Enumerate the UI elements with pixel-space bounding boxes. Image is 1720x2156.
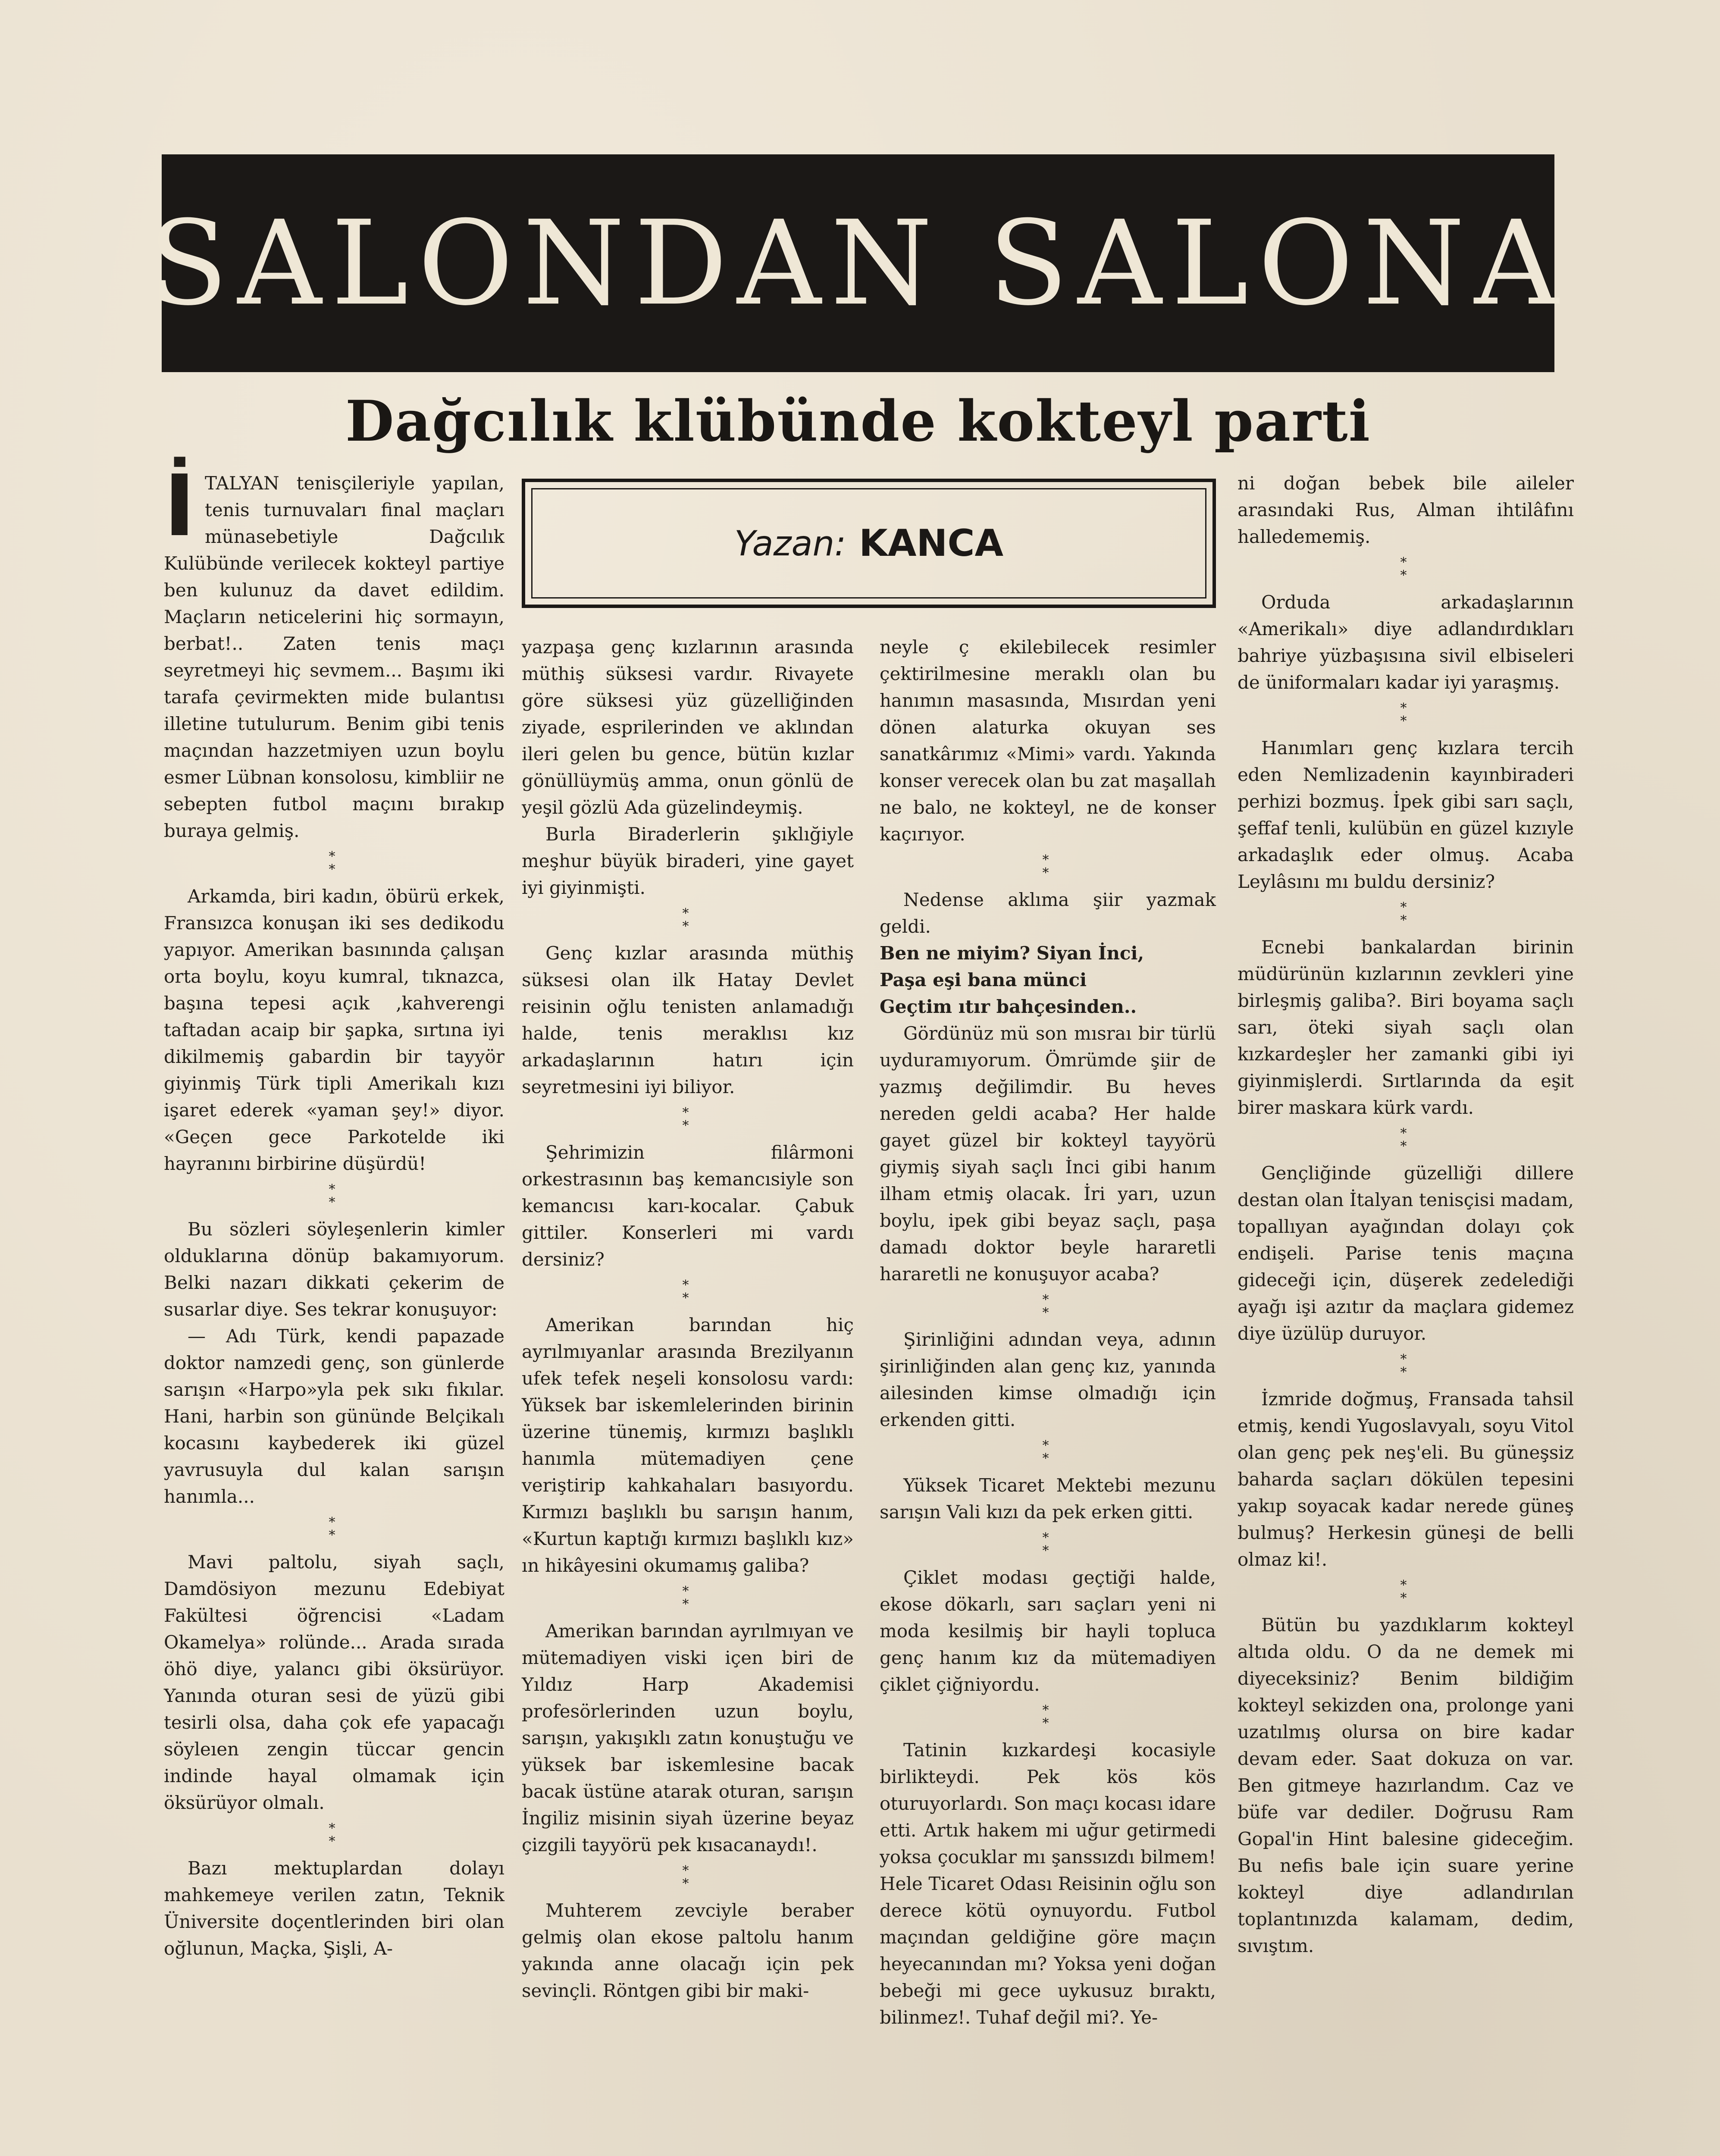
section-separator — [1238, 1347, 1574, 1386]
article-subtitle: Dağcılık klübünde kokteyl parti — [345, 388, 1371, 454]
paragraph: Bütün bu yazdıklarım kokteyl altıda oldu. O da ne demek mi diyeceksiniz? Benim bildiğim kokteyl sekizden ona, prolonge yani uzatılmış olursa on bire kadar devam eder. Saat dokuza on var. Ben gitmeye hazırlandım. Caz ve büfe var dediler. Doğrusu Ram Gopal'in Hint balesine gideceğim. Bu nefis bale için suare yerine kokteyl diye adlandırılan toplantınızda kalamam, dedim, sıvıştım. — [1238, 1614, 1574, 1956]
paragraph: yazpaşa genç kızlarının arasında müthiş süksesi vardır. Rivayete göre süksesi yüz güzelliğinden ziyade, esprilerinden ve aklından ileri gelen bu gence, bütün kızlar gönüllüymüş amma, onun gönlü de yeşil gözlü Ada güzelindeymiş. — [522, 636, 854, 818]
paragraph: — Adı Türk, kendi papazade doktor namzedi genç, son günlerde sarışın «Harpo»yla pek sıkı fıkılar. Hani, harbin son gününde Belçikalı kocasını kaybederek iki güzel yavrusuyla dul kalan sarışın hanımla... — [164, 1326, 504, 1507]
paragraph: Burla Biraderlerin şıklığiyle meşhur büyük biraderi, yine gayet iyi giyinmişti. — [522, 824, 854, 898]
section-separator — [522, 1579, 854, 1618]
separator-star: * — [329, 1821, 340, 1836]
separator-star: * — [682, 1863, 693, 1878]
banner-title: SALONDAN SALONA — [148, 195, 1568, 331]
paragraph: Bu sözleri söyleşenlerin kimler olduklarına dönüp bakamıyorum. Belki nazarı dikkati çekerim de susarlar diye. Ses tekrar konuşuyor: — [164, 1219, 504, 1320]
separator-star: * — [1042, 852, 1053, 868]
separator-star: * — [1400, 701, 1411, 716]
separator-star: * — [1042, 1305, 1053, 1320]
paragraph: Amerikan barından ayrılmıyan ve mütemadiyen viski içen biri de Yıldız Harp Akademisi profesörlerinden uzun boylu, sarışın, yakışıklı zatın konuştuğu ve yüksek bar iskemlesine bacak bacak üstüne atarak oturan, sarışın İngiliz misinin siyah üzerine beyaz çizgili tayyörü pek kısacanaydı!. — [522, 1620, 854, 1855]
separator-star: * — [329, 862, 340, 877]
paragraph: Gençliğinde güzelliği dillere destan olan İtalyan tenisçisi madam, topallıyan ayağından dolayı çok endişeli. Parise tenis maçına gideceği için, düşerek zedelediği ayağı işi azıtır da maçlara gidemez diye üzülüp duruyor. — [1238, 1163, 1574, 1344]
section-separator — [1238, 1573, 1574, 1612]
separator-star: * — [1400, 1139, 1411, 1154]
byline-label: Yazan: — [734, 523, 846, 564]
section-separator — [164, 1177, 504, 1216]
separator-star: * — [1400, 1352, 1411, 1367]
section-separator — [522, 901, 854, 940]
paragraph — [164, 457, 504, 844]
column-3 — [880, 634, 1216, 2031]
poem-line: Ben ne miyim? Siyan İnci, — [880, 943, 1144, 964]
separator-star: * — [682, 1584, 693, 1599]
separator-star: * — [329, 1195, 340, 1210]
paragraph: Mavi paltolu, siyah saçlı, Damdösiyon mezunu Edebiyat Fakültesi öğrencisi «Ladam Okamelya» rolünde... Arada sırada öhö diye, yalancı gibi öksürüyor. Yanında oturan sesi de yüzü gibi tesirli olsa, daha çok efe yapacağı söyleıen zengin tüccar gencin indinde hayal olmamak için öksürüyor olmalı. — [164, 1551, 504, 1813]
paragraph: Amerikan barından hiç ayrılmıyanlar arasında Brezilyanın ufek tefek neşeli konsolosu vardı: Yüksek bar iskemlelerinden birinin üzerine tünemiş, kırmızı başlıklı hanımla mütemadiyen çene veriştirip kahkahaları basıyordu. Kırmızı başlıklı bu sarışın hanım, «Kurtun kaptığı kırmızı başlıklı kız» ın hikâyesini okumamış galiba? — [522, 1314, 854, 1576]
separator-star: * — [682, 1118, 693, 1133]
section-separator — [522, 1273, 854, 1312]
separator-star: * — [1400, 1578, 1411, 1593]
separator-star: * — [682, 1291, 693, 1306]
separator-star: * — [682, 1278, 693, 1293]
section-separator — [164, 1816, 504, 1855]
paragraph: İzmride doğmuş, Fransada tahsil etmiş, kendi Yugoslavyalı, soyu Vitol olan genç pek neş'eli. Bu güneşsiz baharda saçları dökülen tepesini yakıp soyacak kadar nerede güneş bulmuş? Herkesin güneşi de belli olmaz ki!. — [1238, 1388, 1574, 1570]
separator-star: * — [1400, 1591, 1411, 1606]
section-separator — [880, 1288, 1216, 1326]
section-separator — [880, 1698, 1216, 1737]
paragraph: Arkamda, biri kadın, öbürü erkek, Fransızca konuşan iki ses dedikodu yapıyor. Amerikan basınında çalışan orta boylu, koyu kumral, tıknazca, başına tepesi açık ,kahverengi taftadan acaip bir şapka, sırtına iyi dikilmemiş gabardin bir tayyör giyinmiş Türk tipli Amerikalı kızı işaret ederek «yaman şey!» diyor. «Geçen gece Parkotelde iki hayranını birbirine düşürdü! — [164, 886, 504, 1174]
separator-star: * — [1042, 1543, 1053, 1558]
paragraph: Hanımları genç kızlara tercih eden Nemlizadenin kayınbiraderi perhizi bozmuş. İpek gibi sarı saçlı, şeffaf tenli, kulübün en güzel kızıyle arkadaşlık eder olmuş. Acaba Leylâsını mı buldu dersiniz? — [1238, 737, 1574, 892]
column-2 — [522, 634, 854, 2004]
paragraph: Ecnebi bankalardan birinin müdürünün kızlarının zevkleri yine birleşmiş galiba?. Biri boyama saçlı sarı, öteki siyah saçlı olan kızkardeşler her zamanki gibi iyi giyinmişlerdi. Sırtlarında da eşit birer maskara kürk vardı. — [1238, 937, 1574, 1118]
separator-star: * — [1042, 1716, 1053, 1731]
separator-star: * — [1400, 1365, 1411, 1380]
section-separator — [880, 1433, 1216, 1472]
separator-star: * — [1400, 714, 1411, 729]
separator-star: * — [682, 1105, 693, 1120]
paragraph: Genç kızlar arasında müthiş süksesi olan ilk Hatay Devlet reisinin oğlu tenisten anlamadığı halde, tenis meraklısı kız arkadaşlarının hatırı için seyretmesini iyi biliyor. — [522, 943, 854, 1097]
section-separator — [1238, 696, 1574, 735]
separator-star: * — [682, 1597, 693, 1612]
column-1 — [164, 457, 504, 1962]
byline-box — [522, 479, 1216, 608]
separator-star: * — [1042, 1451, 1053, 1466]
separator-star: * — [1042, 1438, 1053, 1453]
separator-star: * — [1400, 913, 1411, 928]
separator-star: * — [1400, 568, 1411, 583]
separator-star: * — [682, 906, 693, 921]
paragraph: Yüksek Ticaret Mektebi mezunu sarışın Vali kızı da pek erken gitti. — [880, 1475, 1216, 1523]
section-separator — [880, 1526, 1216, 1564]
paragraph: Gördünüz mü son mısraı bir türlü uyduramıyorum. Ömrümde şiir de yazmış değilimdir. Bu heves nereden geldi acaba? Her halde gayet güzel bir kokteyl tayyörü giymiş siyah saçlı İnci gibi hanım ilham etmiş olacak. İri yarı, uzun boylu, ipek gibi beyaz saçlı, paşa damadı doktor beyle hararetli hararetli ne konuşuyor acaba? — [880, 1023, 1216, 1285]
paragraph: Bazı mektuplardan dolayı mahkemeye verilen zatın, Teknik Üniversite doçentlerinden biri olan oğlunun, Maçka, Şişli, A- — [164, 1858, 504, 1959]
section-separator — [1238, 1121, 1574, 1160]
poem-line: Geçtim ıtır bahçesinden.. — [880, 996, 1137, 1017]
separator-star: * — [1400, 900, 1411, 915]
section-separator — [522, 1100, 854, 1139]
paragraph: Tatinin kızkardeşi kocasiyle birlikteydi. Pek kös kös oturuyorlardı. Son maçı kocası idare etti. Artık hakem mi uğur getirmedi yoksa çocuklar mı şanssızdı bilmem! Hele Ticaret Odası Reisinin oğlu son derece kötü oynuyordu. Futbol maçından geldiğine göre maçın heyecanından mı? Yoksa yeni doğan bebeği mi gece uykusuz bıraktı, bilinmez!. Tuhaf değil mi?. Ye- — [880, 1739, 1216, 2028]
separator-star: * — [329, 1182, 340, 1197]
paragraph: Orduda arkadaşlarının «Amerikalı» diye adlandırdıkları bahriye yüzbaşısına sivil elbiseleri de üniformaları kadar iyi yaraşmış. — [1238, 592, 1574, 693]
separator-star: * — [682, 1876, 693, 1891]
section-separator — [1238, 895, 1574, 934]
separator-star: * — [1400, 555, 1411, 570]
paragraph: Muhterem zevciyle beraber gelmiş olan ekose paltolu hanım yakında anne olacağı için pek sevinçli. Röntgen gibi bir maki- — [522, 1900, 854, 2001]
separator-star: * — [329, 1515, 340, 1530]
separator-star: * — [1400, 1126, 1411, 1141]
poem-line: Paşa eşi bana münci — [880, 969, 1087, 990]
drop-cap: İ — [164, 457, 195, 555]
paragraph: Nedense aklıma şiir yazmak geldi. — [880, 889, 1216, 937]
separator-star: * — [329, 1834, 340, 1849]
paragraph: neyle ç ekilebilecek resimler çektirilmesine meraklı olan bu hanımın masasında, Mısırdan yeni dönen alaturka okuyan ses sanatkârımız «Mimi» vardı. Yakında konser verecek olan bu zat maşallah ne balo, ne kokteyl, ne de konser kaçırıyor. — [880, 636, 1216, 845]
separator-star: * — [682, 919, 693, 934]
paragraph: Şirinliğini adından veya, adının şirinliğinden alan genç kız, yanında ailesinden kimse olmadığı için erkenden gitti. — [880, 1329, 1216, 1430]
paragraph-text: TALYAN tenisçileriyle yapılan, tenis turnuvaları final maçları münasebetiyle Dağcılık Kulübünde verilecek kokteyl partiye ben kulunuz da davet edildim. Maçların neticelerini hiç sormayın, berbat!.. Zaten tenis maçı seyretmeyi hiç sevmem... Başımı iki tarafa çevirmekten mide bulantısı illetine tutulurum. Benim gibi tenis maçından hazzetmiyen uzun boylu esmer Lübnan konsolosu, kimbliir ne sebepten futbol maçını bırakıp buraya gelmiş. — [164, 473, 504, 841]
separator-star: * — [1042, 1703, 1053, 1718]
header-banner — [148, 154, 1568, 372]
paragraph: Şehrimizin filârmoni orkestrasının baş kemancısiyle son kemancısı karı-kocalar. Çabuk gittiler. Konserleri mi vardı dersiniz? — [522, 1142, 854, 1270]
section-separator — [522, 1858, 854, 1897]
separator-star: * — [1042, 1530, 1053, 1545]
separator-star: * — [329, 849, 340, 864]
paragraph: Çiklet modası geçtiği halde, ekose dökarlı, sarı saçları yeni ni moda kesilmiş bir hayli topluca genç hanım kız da mütemadiyen çiklet çiğniyordu. — [880, 1567, 1216, 1695]
paragraph: ni doğan bebek bile aileler arasındaki Rus, Alman ihtilâfını halledememiş. — [1238, 473, 1574, 547]
byline-author: KANCA — [859, 522, 1004, 565]
separator-star: * — [1042, 865, 1053, 881]
separator-star: * — [329, 1528, 340, 1543]
section-separator — [164, 1510, 504, 1549]
section-separator — [1238, 550, 1574, 589]
column-4 — [1238, 470, 1574, 1959]
section-separator — [880, 848, 1216, 887]
separator-star: * — [1042, 1292, 1053, 1307]
section-separator — [164, 844, 504, 883]
